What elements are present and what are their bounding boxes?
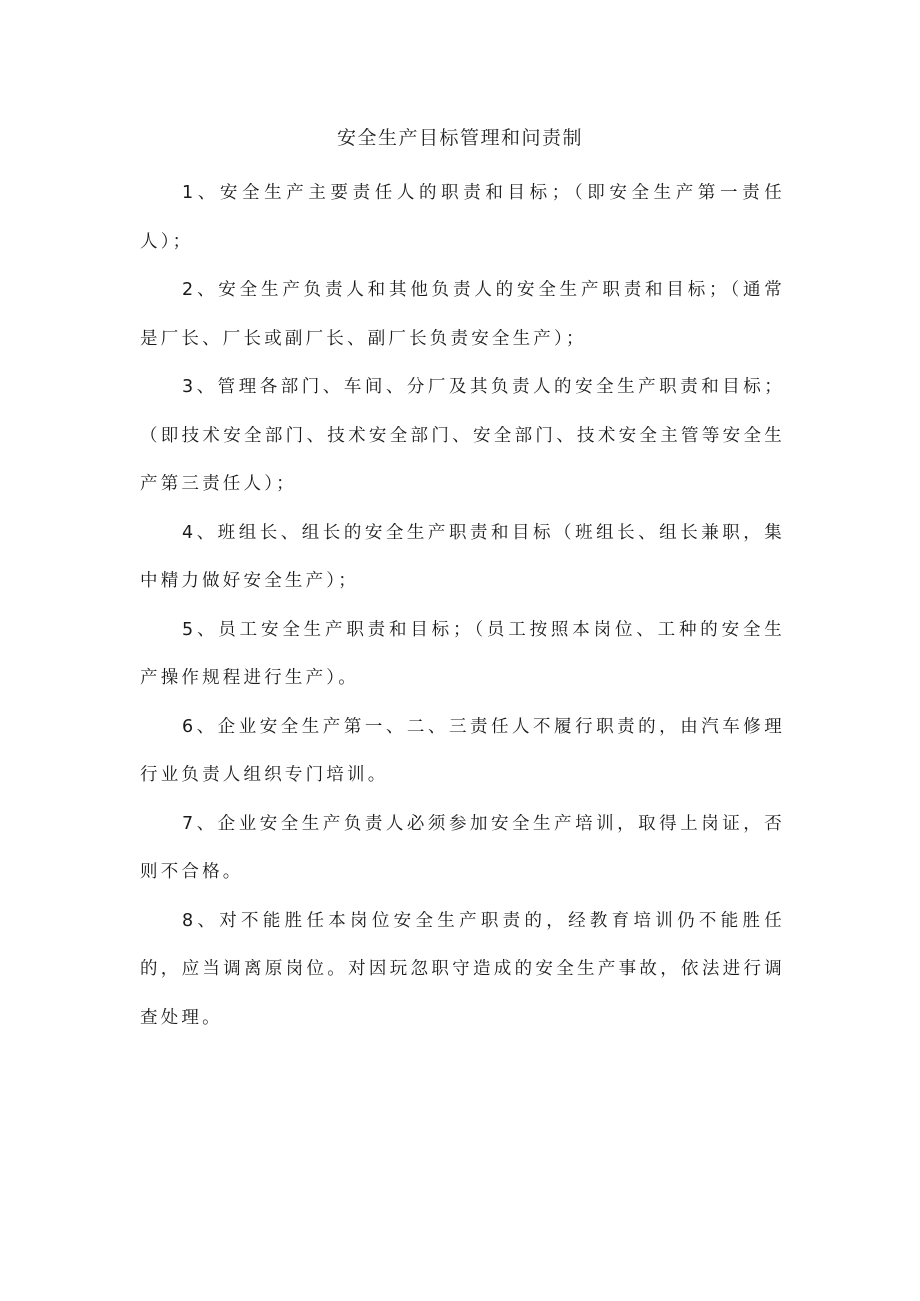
- document-title: 安全生产目标管理和问责制: [336, 127, 583, 149]
- paragraph-7: 7、企业安全生产负责人必须参加安全生产培训，取得上岗证，否则不合格。: [140, 813, 785, 882]
- paragraph-3: 3、管理各部门、车间、分厂及其负责人的安全生产职责和目标；（即技术安全部门、技术安全部门、安全部门、技术安全主管等安全生产第三责任人）；: [140, 377, 785, 494]
- paragraph-4: 4、班组长、组长的安全生产职责和目标（班组长、组长兼职，集中精力做好安全生产）；: [140, 522, 785, 591]
- document-body: [140, 169, 785, 1042]
- paragraph-1: 1、安全生产主要责任人的职责和目标；（即安全生产第一责任人）；: [140, 183, 785, 252]
- paragraph-2: 2、安全生产负责人和其他负责人的安全生产职责和目标；（通常是厂长、厂长或副厂长、副厂长负责安全生产）；: [140, 280, 785, 349]
- paragraph-5: 5、员工安全生产职责和目标；（员工按照本岗位、工种的安全生产操作规程进行生产）。: [140, 619, 785, 688]
- paragraph-6: 6、企业安全生产第一、二、三责任人不履行职责的，由汽车修理行业负责人组织专门培训。: [140, 716, 785, 785]
- paragraph-8: 8、对不能胜任本岗位安全生产职责的，经教育培训仍不能胜任的，应当调离原岗位。对因玩忽职守造成的安全生产事故，依法进行调查处理。: [140, 910, 785, 1028]
